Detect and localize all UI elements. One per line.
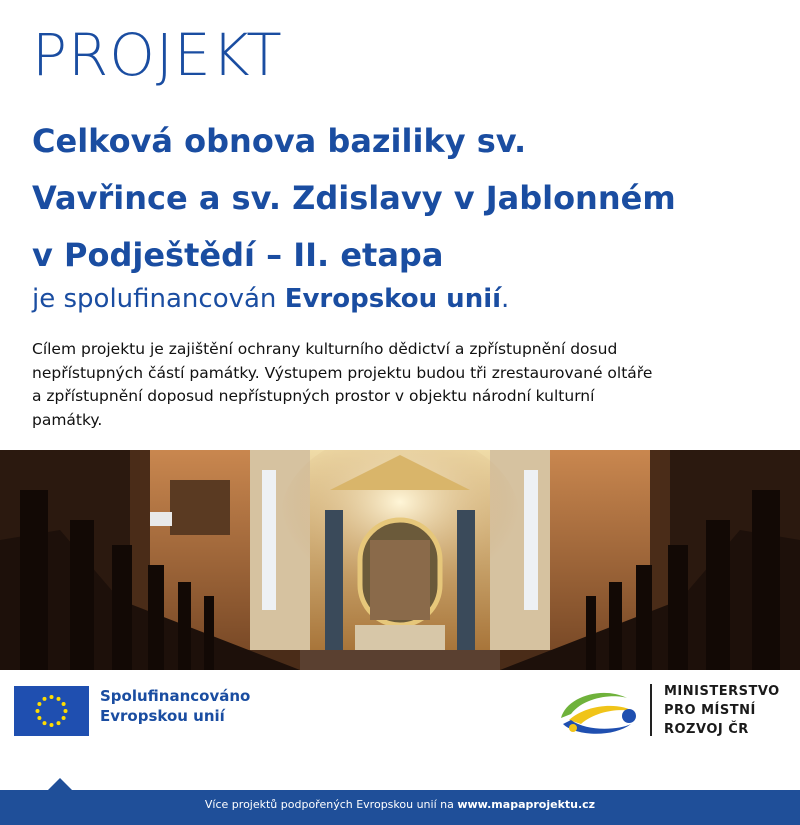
mmr-line-2: PRO MÍSTNÍ [664, 703, 756, 718]
mmr-logo-icon [557, 684, 639, 740]
eu-label-line-2: Evropskou unií [100, 707, 225, 725]
cofinanced-statement [32, 284, 509, 315]
cofinanced-prefix: je spolufinancován [32, 284, 285, 314]
eu-stars-icon [14, 686, 89, 736]
mmr-line-3: ROZVOJ ČR [664, 722, 749, 737]
project-title [32, 113, 782, 284]
eu-cofinanced-label [100, 686, 280, 726]
eu-flag-icon [14, 686, 89, 736]
eu-label-line-1: Spolufinancováno [100, 687, 251, 705]
mmr-divider [650, 684, 652, 736]
basilica-interior-photo [0, 450, 800, 670]
cofinanced-suffix: . [501, 284, 510, 314]
description-line-3: a zpřístupnění doposud nepřístupných prostor v objektu národní kulturní [32, 387, 595, 405]
footer-link[interactable]: www.mapaprojektu.cz [457, 798, 596, 811]
description-line-4: památky. [32, 410, 103, 429]
mmr-line-1: MINISTERSTVO [664, 684, 780, 699]
footer-notch [48, 778, 72, 790]
cofinanced-eu: Evropskou unií [284, 284, 502, 314]
mmr-swoosh-icon [557, 684, 639, 740]
basilica-photo-illustration [0, 450, 800, 670]
footer-text: Více projektů podpořených Evropskou unií na [204, 798, 458, 811]
title-line-1: Celková obnova baziliky sv. [32, 122, 527, 160]
footer-bar [0, 790, 800, 825]
mmr-ministry-name [664, 682, 794, 739]
project-description [32, 338, 777, 432]
title-line-2: Vavřince a sv. Zdislavy v Jablonném [32, 179, 676, 217]
title-line-3: v Podještědí – II. etapa [32, 236, 444, 274]
description-line-2: nepřístupných částí památky. Výstupem projektu budou tři zrestaurované oltáře [32, 363, 653, 382]
project-kicker: PROJEKT [32, 21, 283, 89]
description-line-1: Cílem projektu je zajištění ochrany kulturního dědictví a zpřístupnění dosud [32, 340, 618, 358]
